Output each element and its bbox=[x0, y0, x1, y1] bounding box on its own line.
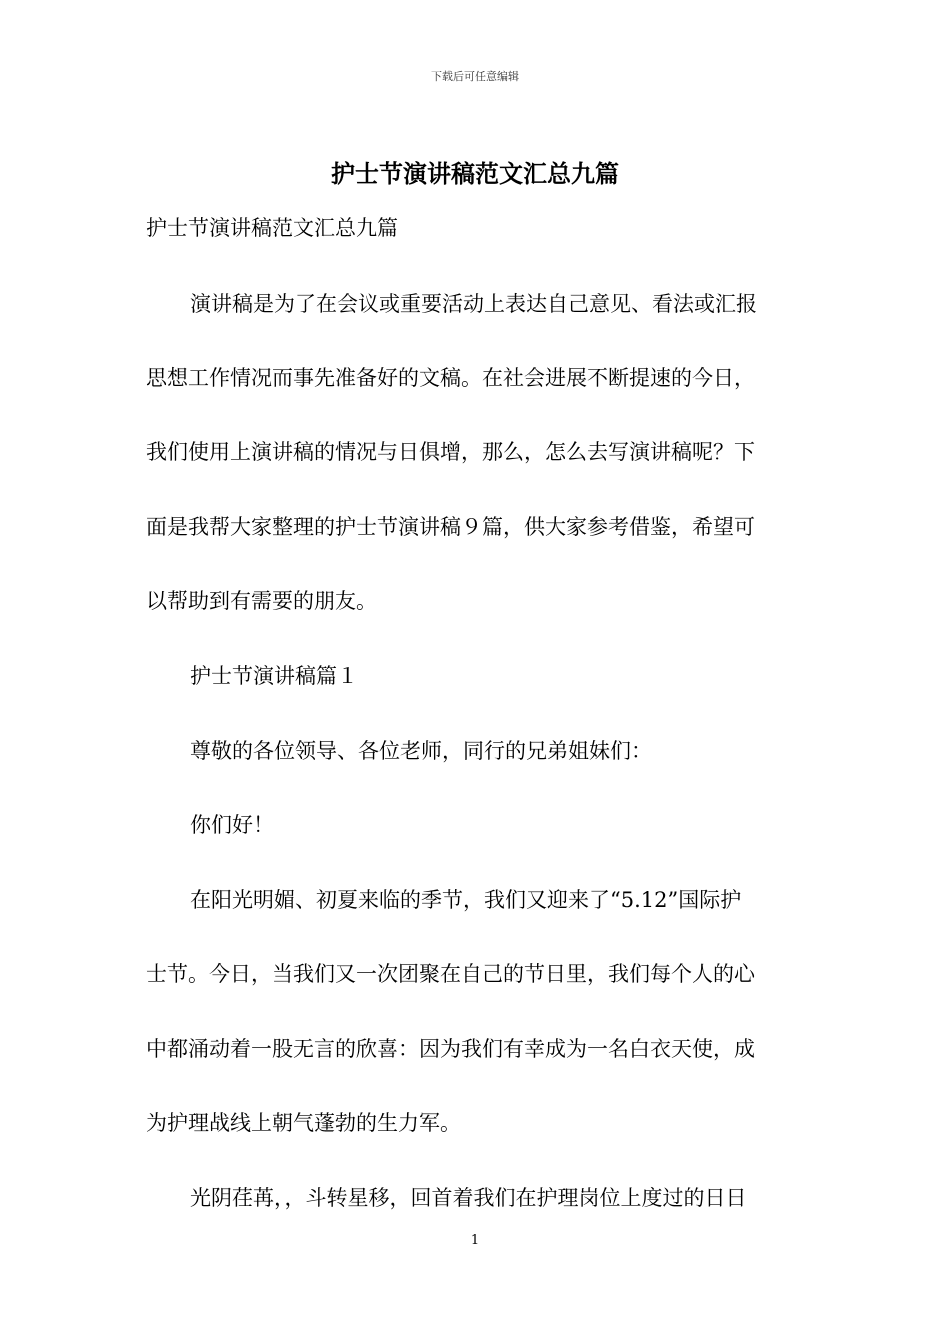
section-heading: 护士节演讲稿篇１ bbox=[190, 664, 358, 688]
header-note: 下载后可任意编辑 bbox=[431, 70, 519, 83]
document-title: 护士节演讲稿范文汇总九篇 bbox=[331, 159, 619, 188]
intro-line-1: 演讲稿是为了在会议或重要活动上表达自己意见、看法或汇报 bbox=[190, 292, 757, 316]
intro-line-5: 以帮助到有需要的朋友。 bbox=[146, 589, 377, 613]
page-number: 1 bbox=[470, 1233, 480, 1248]
body-line-3: 中都涌动着一股无言的欣喜：因为我们有幸成为一名白衣天使，成 bbox=[146, 1037, 755, 1061]
body-line-4: 为护理战线上朝气蓬勃的生力军。 bbox=[146, 1111, 461, 1135]
intro-line-2: 思想工作情况而事先准备好的文稿。在社会进展不断提速的今日， bbox=[146, 366, 755, 390]
greeting: 你们好！ bbox=[190, 813, 274, 837]
salutation: 尊敬的各位领导、各位老师，同行的兄弟姐妹们： bbox=[190, 739, 652, 763]
body-line-1: 在阳光明媚、初夏来临的季节，我们又迎来了“5.12”国际护 bbox=[190, 888, 742, 912]
intro-line-3: 我们使用上演讲稿的情况与日俱增，那么，怎么去写演讲稿呢？下 bbox=[146, 440, 755, 464]
document-subtitle: 护士节演讲稿范文汇总九篇 bbox=[146, 216, 398, 240]
body-line-5: 光阴荏苒，，斗转星移，回首着我们在护理岗位上度过的日日 bbox=[190, 1186, 747, 1210]
body-line-2: 士节。今日，当我们又一次团聚在自己的节日里，我们每个人的心 bbox=[146, 962, 755, 986]
intro-line-4: 面是我帮大家整理的护士节演讲稿９篇，供大家参考借鉴，希望可 bbox=[146, 515, 755, 539]
